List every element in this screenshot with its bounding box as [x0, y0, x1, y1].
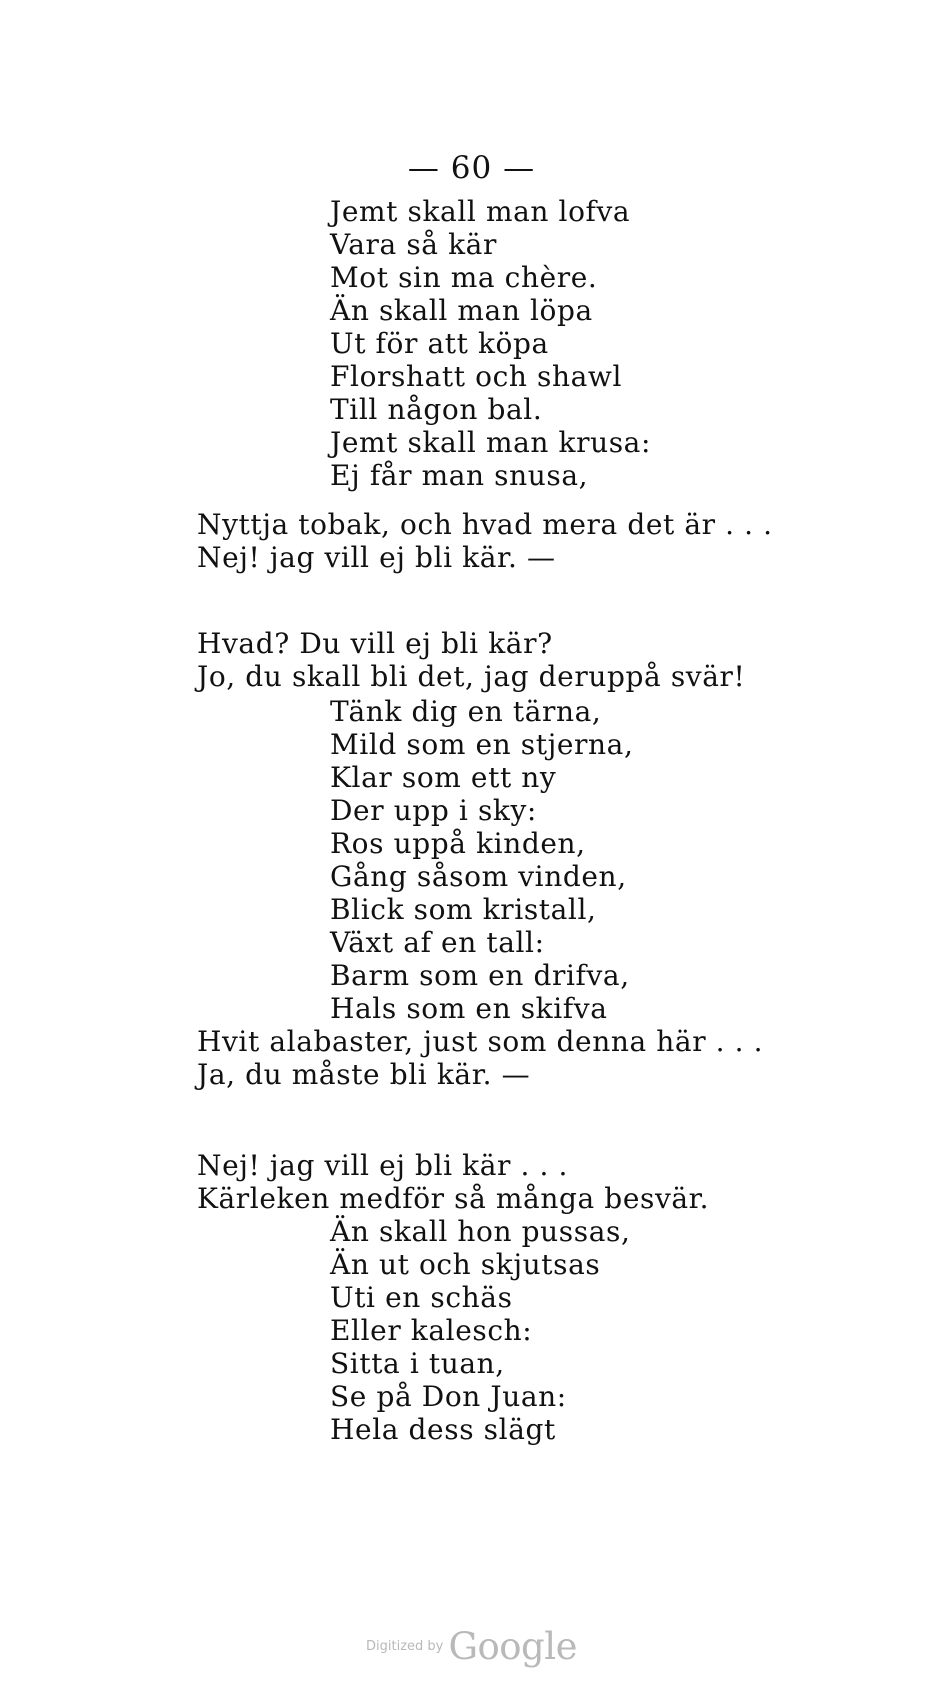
verse-line: Jemt skall man lofva [330, 195, 631, 228]
verse-line: Ej får man snusa, [330, 459, 589, 492]
verse-line: Nej! jag vill ej bli kär . . . [197, 1149, 569, 1182]
verse-line: Än skall hon pussas, [330, 1215, 631, 1248]
verse-line: Vara så kär [330, 228, 497, 261]
verse-line: Hvit alabaster, just som denna här . . . [197, 1025, 764, 1058]
verse-line: Än skall man löpa [330, 294, 593, 327]
verse-line: Hals som en skifva [330, 992, 608, 1025]
verse-line: Sitta i tuan, [330, 1347, 505, 1380]
verse-line: Der upp i sky: [330, 794, 537, 827]
verse-line: Kärleken medför så många besvär. [197, 1182, 710, 1215]
verse-line: Gång såsom vinden, [330, 860, 627, 893]
verse-line: Ja, du måste bli kär. — [197, 1058, 531, 1091]
verse-line: Se på Don Juan: [330, 1380, 567, 1413]
verse-line: Florshatt och shawl [330, 360, 623, 393]
verse-line: Blick som kristall, [330, 893, 597, 926]
verse-line: Mot sin ma chère. [330, 261, 598, 294]
verse-line: Växt af en tall: [330, 926, 545, 959]
verse-line: Hela dess slägt [330, 1413, 556, 1446]
google-logo: Google [448, 1625, 577, 1668]
verse-line: Klar som ett ny [330, 761, 557, 794]
verse-line: Ros uppå kinden, [330, 827, 586, 860]
verse-line: Än ut och skjutsas [330, 1248, 601, 1281]
digitized-watermark [0, 1625, 943, 1668]
digitized-by-label: Digitized by [366, 1639, 444, 1654]
verse-line: Till någon bal. [330, 393, 543, 426]
verse-line: Hvad? Du vill ej bli kär? [197, 627, 553, 660]
verse-line: Jo, du skall bli det, jag deruppå svär! [197, 660, 746, 693]
verse-line: Eller kalesch: [330, 1314, 533, 1347]
verse-line: Uti en schäs [330, 1281, 513, 1314]
verse-line: Tänk dig en tärna, [330, 695, 602, 728]
verse-line: Ut för att köpa [330, 327, 549, 360]
page-number: — 60 — [407, 150, 536, 186]
verse-line: Barm som en drifva, [330, 959, 630, 992]
verse-line: Jemt skall man krusa: [330, 426, 651, 459]
verse-line: Nyttja tobak, och hvad mera det är . . . [197, 508, 773, 541]
verse-line: Mild som en stjerna, [330, 728, 634, 761]
verse-line: Nej! jag vill ej bli kär. — [197, 541, 556, 574]
